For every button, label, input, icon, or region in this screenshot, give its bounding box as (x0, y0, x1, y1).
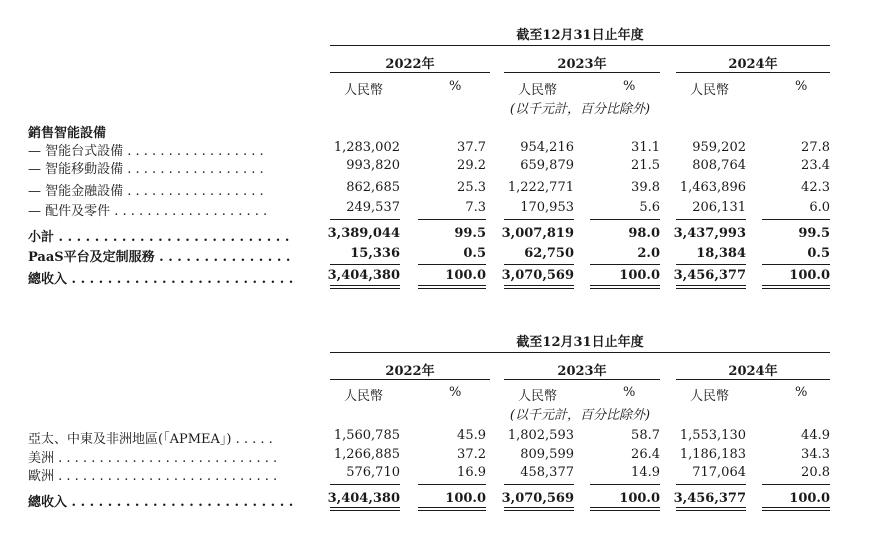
period-header: 截至12月31日止年度 (516, 28, 644, 43)
double-underline (762, 285, 830, 289)
percent-cell: 23.4 (801, 158, 830, 173)
amount-cell: 3,070,569 (501, 491, 574, 506)
percent-cell: 100.0 (445, 268, 486, 283)
year-header-2023: 2023年 (557, 57, 607, 72)
year-header-2024: 2024年 (728, 364, 778, 379)
amount-cell: 15,336 (350, 246, 400, 261)
amount-cell: 170,953 (520, 200, 574, 215)
amount-cell: 993,820 (346, 158, 400, 173)
amount-cell: 3,456,377 (673, 268, 746, 283)
percent-cell: 6.0 (809, 200, 830, 215)
currency-label: 人民幣 (690, 389, 730, 404)
double-underline (676, 507, 746, 511)
currency-label: 人民幣 (344, 83, 384, 98)
percent-cell: 20.8 (801, 465, 830, 480)
amount-cell: 3,389,044 (327, 226, 400, 241)
double-underline (590, 507, 660, 511)
amount-cell: 18,384 (696, 246, 746, 261)
divider (676, 484, 746, 485)
amount-cell: 1,560,785 (333, 428, 400, 443)
percent-cell: 58.7 (631, 428, 660, 443)
currency-label: 人民幣 (518, 83, 558, 98)
row-label: 小計 . . . . . . . . . . . . . . . . . . . . . . . . . . (28, 230, 290, 245)
percent-cell: 0.5 (807, 246, 830, 261)
amount-cell: 3,456,377 (673, 491, 746, 506)
divider (418, 264, 486, 265)
year-header-2023: 2023年 (557, 364, 607, 379)
double-underline (330, 507, 400, 511)
double-underline (762, 507, 830, 511)
currency-label: 人民幣 (344, 389, 384, 404)
percent-cell: 2.0 (637, 246, 660, 261)
divider (330, 264, 400, 265)
currency-label: 人民幣 (690, 83, 730, 98)
amount-cell: 1,463,896 (679, 180, 746, 195)
percent-cell: 5.6 (639, 200, 660, 215)
divider (504, 484, 574, 485)
amount-cell: 808,764 (692, 158, 746, 173)
unit-note: (以千元計，百分比除外) (509, 408, 651, 423)
amount-cell: 659,879 (520, 158, 574, 173)
percent-cell: 100.0 (619, 491, 660, 506)
divider (504, 379, 660, 380)
divider (676, 264, 746, 265)
percent-cell: 100.0 (445, 491, 486, 506)
amount-cell: 1,283,002 (333, 140, 400, 155)
divider (504, 72, 660, 73)
double-underline (676, 285, 746, 289)
divider (590, 484, 660, 485)
percent-label: % (795, 79, 808, 94)
divider (330, 379, 490, 380)
double-underline (418, 285, 486, 289)
row-label: 歐洲 . . . . . . . . . . . . . . . . . . . . . . . . . . . (28, 469, 278, 484)
percent-cell: 26.4 (631, 447, 660, 462)
percent-cell: 16.9 (457, 465, 486, 480)
percent-cell: 42.3 (801, 180, 830, 195)
divider (330, 484, 400, 485)
percent-cell: 39.8 (631, 180, 660, 195)
percent-cell: 7.3 (465, 200, 486, 215)
double-underline (504, 507, 574, 511)
divider (676, 219, 746, 220)
section-title: 銷售智能設備 (28, 126, 107, 141)
double-underline (418, 507, 486, 511)
amount-cell: 206,131 (692, 200, 746, 215)
row-label: — 智能金融設備 . . . . . . . . . . . . . . . . . (28, 184, 264, 199)
divider (330, 219, 400, 220)
amount-cell: 954,216 (520, 140, 574, 155)
divider (762, 264, 830, 265)
percent-cell: 31.1 (631, 140, 660, 155)
row-label: 總收入 . . . . . . . . . . . . . . . . . . . . . . . . . (28, 495, 294, 510)
divider (676, 379, 830, 380)
year-header-2024: 2024年 (728, 57, 778, 72)
percent-cell: 45.9 (457, 428, 486, 443)
divider (762, 219, 830, 220)
percent-label: % (623, 385, 636, 400)
amount-cell: 3,007,819 (501, 226, 574, 241)
amount-cell: 1,222,771 (507, 180, 574, 195)
amount-cell: 62,750 (524, 246, 574, 261)
amount-cell: 249,537 (346, 200, 400, 215)
divider (504, 219, 574, 220)
row-label: 美洲 . . . . . . . . . . . . . . . . . . . . . . . . . . . (28, 451, 278, 466)
amount-cell: 862,685 (346, 180, 400, 195)
amount-cell: 1,186,183 (679, 447, 746, 462)
percent-label: % (449, 79, 462, 94)
divider (330, 72, 490, 73)
amount-cell: 3,404,380 (327, 491, 400, 506)
percent-cell: 99.5 (454, 226, 486, 241)
divider (330, 352, 830, 353)
percent-label: % (623, 79, 636, 94)
amount-cell: 959,202 (692, 140, 746, 155)
currency-label: 人民幣 (518, 389, 558, 404)
row-label: — 配件及零件 . . . . . . . . . . . . . . . . . . . (28, 204, 268, 219)
double-underline (330, 285, 400, 289)
divider (762, 484, 830, 485)
percent-cell: 25.3 (457, 180, 486, 195)
percent-cell: 34.3 (801, 447, 830, 462)
divider (590, 219, 660, 220)
row-label: 亞太、中東及非洲地區(「APMEA」) . . . . . (28, 432, 273, 447)
year-header-2022: 2022年 (385, 364, 435, 379)
double-underline (590, 285, 660, 289)
row-label: — 智能移動設備 . . . . . . . . . . . . . . . . . (28, 162, 264, 177)
percent-cell: 98.0 (628, 226, 660, 241)
divider (504, 264, 574, 265)
divider (418, 219, 486, 220)
amount-cell: 1,553,130 (679, 428, 746, 443)
amount-cell: 576,710 (346, 465, 400, 480)
percent-cell: 44.9 (801, 428, 830, 443)
percent-cell: 99.5 (798, 226, 830, 241)
row-label: 總收入 . . . . . . . . . . . . . . . . . . . . . . . . . (28, 272, 294, 287)
percent-cell: 37.7 (457, 140, 486, 155)
percent-cell: 14.9 (631, 465, 660, 480)
double-underline (504, 285, 574, 289)
divider (418, 484, 486, 485)
amount-cell: 458,377 (520, 465, 574, 480)
divider (330, 45, 830, 46)
percent-cell: 21.5 (631, 158, 660, 173)
period-header: 截至12月31日止年度 (516, 335, 644, 350)
unit-note: (以千元計，百分比除外) (509, 102, 651, 117)
percent-label: % (795, 385, 808, 400)
row-label: PaaS平台及定制服務 . . . . . . . . . . . . . . . (28, 250, 291, 265)
amount-cell: 3,404,380 (327, 268, 400, 283)
year-header-2022: 2022年 (385, 57, 435, 72)
amount-cell: 3,070,569 (501, 268, 574, 283)
amount-cell: 809,599 (520, 447, 574, 462)
amount-cell: 717,064 (692, 465, 746, 480)
percent-cell: 100.0 (789, 268, 830, 283)
amount-cell: 1,266,885 (333, 447, 400, 462)
percent-label: % (449, 385, 462, 400)
divider (676, 72, 830, 73)
amount-cell: 3,437,993 (673, 226, 746, 241)
amount-cell: 1,802,593 (507, 428, 574, 443)
row-label: — 智能台式設備 . . . . . . . . . . . . . . . . . (28, 144, 264, 159)
percent-cell: 37.2 (457, 447, 486, 462)
percent-cell: 29.2 (457, 158, 486, 173)
percent-cell: 100.0 (619, 268, 660, 283)
percent-cell: 0.5 (463, 246, 486, 261)
percent-cell: 27.8 (801, 140, 830, 155)
divider (590, 264, 660, 265)
percent-cell: 100.0 (789, 491, 830, 506)
